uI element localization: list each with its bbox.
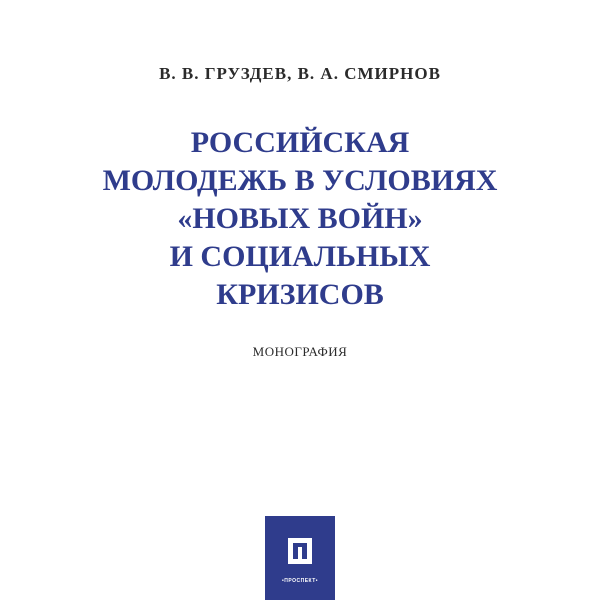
title-line: «НОВЫХ ВОЙН» xyxy=(177,202,423,235)
genre-label: МОНОГРАФИЯ xyxy=(252,344,348,359)
publisher-name: •ПРОСПЕКТ• xyxy=(281,578,319,584)
publisher-logo xyxy=(265,516,335,600)
publisher-p-icon xyxy=(288,538,312,564)
title-line: РОССИЙСКАЯ xyxy=(190,126,410,159)
authors: В. В. ГРУЗДЕВ, В. А. СМИРНОВ xyxy=(159,64,441,83)
book-title xyxy=(0,124,600,314)
title-line: МОЛОДЕЖЬ В УСЛОВИЯХ xyxy=(102,164,498,197)
title-line: И СОЦИАЛЬНЫХ xyxy=(169,240,431,273)
title-line: КРИЗИСОВ xyxy=(216,278,384,311)
